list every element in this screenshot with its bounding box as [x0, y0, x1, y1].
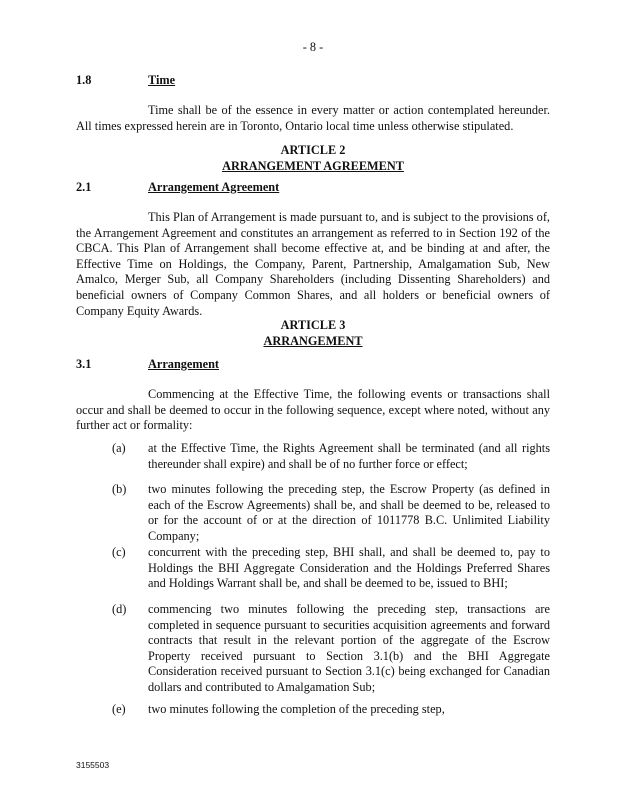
- article-2-number: ARTICLE 2: [280, 143, 346, 157]
- item-b-label: (b): [112, 482, 127, 496]
- item-a-text: at the Effective Time, the Rights Agreement shall be terminated (and all rights thereunder shall expire) and shall be of no further force or effect;: [148, 441, 550, 471]
- section-3-1-number: 3.1: [76, 357, 92, 371]
- article-3-title: ARRANGEMENT: [263, 333, 363, 348]
- page-number: - 8 -: [302, 40, 324, 54]
- section-1-8-number: 1.8: [76, 73, 92, 87]
- item-b-text: two minutes following the preceding step, the Escrow Property (as defined in each of the Escrow Agreements) shall be, and shall be deemed to be, released to or for the account of or at the direction of 1011778 B.C. Unlimited Liability Company;: [148, 482, 550, 543]
- section-3-1-title: Arrangement: [148, 357, 220, 371]
- item-c-label: (c): [112, 545, 126, 559]
- article-2-title: ARRANGEMENT AGREEMENT: [222, 158, 404, 173]
- section-3-1-intro: Commencing at the Effective Time, the following events or transactions shall occur and shall be deemed to occur in the following sequence, except where noted, without any further act or formality:: [76, 387, 550, 433]
- section-1-8-title: Time: [148, 73, 176, 87]
- item-e-text: two minutes following the completion of the preceding step,: [148, 702, 445, 716]
- section-2-1-number: 2.1: [76, 180, 92, 194]
- document-id-footer: 3155503: [76, 760, 110, 770]
- section-1-8-text: Time shall be of the essence in every matter or action contemplated hereunder. All times expressed herein are in Toronto, Ontario local time unless otherwise stipulated.: [76, 103, 550, 133]
- article-3-number: ARTICLE 3: [280, 318, 346, 332]
- section-2-1-title: Arrangement Agreement: [148, 180, 280, 194]
- item-d-text: commencing two minutes following the preceding step, transactions are completed in sequence pursuant to securities acquisition agreements and forward contracts that result in the relevant portion of the aggregate of the Escrow Property received pursuant to Section 3.1(b) and the BHI Aggregate Consideration received pursuant to Section 3.1(c) being exchanged for Canadian dollars and contributed to Amalgamation Sub;: [148, 602, 550, 694]
- section-2-1-text: This Plan of Arrangement is made pursuant to, and is subject to the provisions of, the Arrangement Agreement and constitutes an arrangement as referred to in Section 192 of the CBCA. This Plan of Arrangement shall become effective at, and be binding at and after, the Effective Time on Holdings, the Company, Parent, Partnership, Amalgamation Sub, New Amalco, Merger Sub, all Company Shareholders (including Dissenting Shareholders) and beneficial owners of Company Common Shares, and all holders or beneficial owners of Company Equity Awards.: [76, 210, 550, 318]
- item-d-label: (d): [112, 602, 127, 616]
- item-e-label: (e): [112, 702, 126, 716]
- item-c-text: concurrent with the preceding step, BHI shall, and shall be deemed to, pay to Holdings the BHI Aggregate Consideration and the Holdings Preferred Shares and Holdings Warrant shall be, and shall be deemed to be, issued to BHI;: [148, 545, 550, 591]
- item-a-label: (a): [112, 441, 126, 455]
- article-3-heading: [76, 318, 550, 349]
- article-2-heading: [76, 143, 550, 174]
